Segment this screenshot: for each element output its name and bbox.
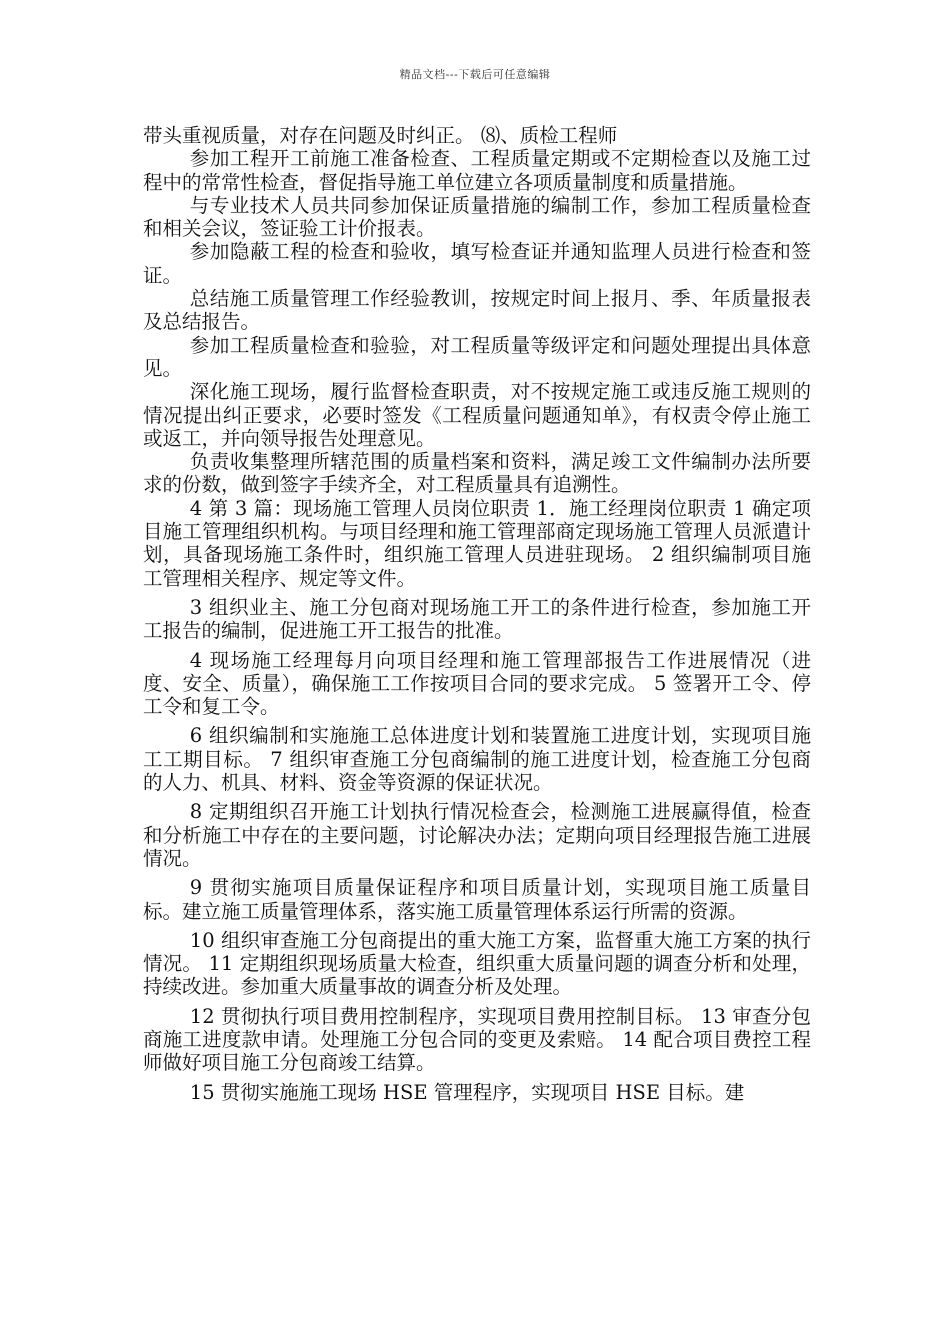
paragraph: 参加工程质量检查和验验，对工程质量等级评定和问题处理提出具体意见。 — [143, 333, 811, 380]
paragraph: 负责收集整理所辖范围的质量档案和资料，满足竣工文件编制办法所要求的份数，做到签字手续齐全，对工程质量具有追溯性。 — [143, 450, 811, 497]
paragraph: 6 组织编制和实施施工总体进度计划和装置施工进度计划，实现项目施工工期目标。 7 组织审查施工分包商编制的施工进度计划，检查施工分包商的人力、机具、材料、资金等资源的保证状况。 — [143, 724, 811, 795]
paragraph: 参加工程开工前施工准备检查、工程质量定期或不定期检查以及施工过程中的常常性检查，督促指导施工单位建立各项质量制度和质量措施。 — [143, 147, 811, 194]
paragraph: 带头重视质量，对存在问题及时纠正。 ⑻、质检工程师 — [143, 124, 618, 147]
paragraph: 4 第 3 篇：现场施工管理人员岗位职责 1．施工经理岗位职责 1 确定项目施工管理组织机构。与项目经理和施工管理部商定现场施工管理人员派遣计划，具备现场施工条件时，组织施工管理人员进驻现场。 2 组织编制项目施工管理相关程序、规定等文件。 — [143, 496, 811, 590]
page-header: 精品文档---下载后可任意编辑 — [399, 68, 551, 81]
paragraph: 4 现场施工经理每月向项目经理和施工管理部报告工作进展情况（进度、安全、质量），确保施工工作按项目合同的要求完成。 5 签署开工令、停工令和复工令。 — [143, 648, 811, 719]
paragraph: 15 贯彻实施施工现场 HSE 管理程序，实现项目 HSE 目标。建 — [189, 1080, 745, 1104]
paragraph: 9 贯彻实施项目质量保证程序和项目质量计划，实现项目施工质量目标。建立施工质量管理体系，落实施工质量管理体系运行所需的资源。 — [143, 876, 811, 923]
paragraph: 12 贯彻执行项目费用控制程序，实现项目费用控制目标。 13 审查分包商施工进度款申请。处理施工分包合同的变更及索赔。 14 配合项目费控工程师做好项目施工分包商竣工结算。 — [143, 1004, 811, 1075]
document-body — [143, 124, 811, 1104]
paragraph: 8 定期组织召开施工计划执行情况检查会，检测施工进展赢得值，检查和分析施工中存在的主要问题，讨论解决办法；定期向项目经理报告施工进展情况。 — [143, 800, 811, 870]
paragraph: 总结施工质量管理工作经验教训，按规定时间上报月、季、年质量报表及总结报告。 — [143, 287, 811, 334]
paragraph: 参加隐蔽工程的检查和验收，填写检查证并通知监理人员进行检查和签证。 — [143, 240, 811, 287]
paragraph: 10 组织审查施工分包商提出的重大施工方案，监督重大施工方案的执行情况。 11 定期组织现场质量大检查，组织重大质量问题的调查分析和处理，持续改进。参加重大质量事故的调查分析及处理。 — [143, 928, 811, 999]
paragraph: 与专业技术人员共同参加保证质量措施的编制工作，参加工程质量检查和相关会议，签证验工计价报表。 — [143, 193, 811, 241]
paragraph: 3 组织业主、施工分包商对现场施工开工的条件进行检查，参加施工开工报告的编制，促进施工开工报告的批准。 — [143, 595, 811, 643]
paragraph: 深化施工现场，履行监督检查职责，对不按规定施工或违反施工规则的情况提出纠正要求，必要时签发《工程质量问题通知单》，有权责令停止施工或返工，并向领导报告处理意见。 — [143, 380, 811, 450]
